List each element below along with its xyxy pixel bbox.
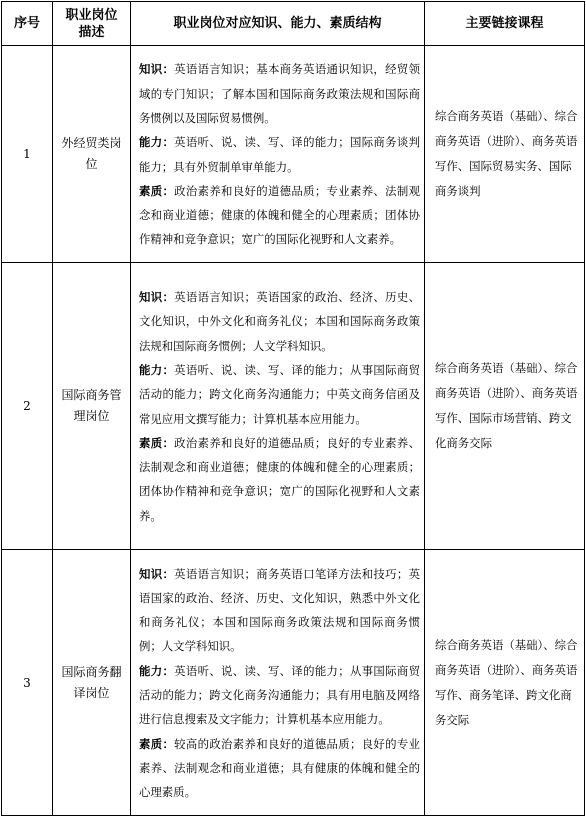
header-seq: 序号 (2, 2, 53, 46)
row-courses: 综合商务英语（基础）、综合商务英语（进阶）、商务英语写作、国际市场营销、跨文化商务交际 (425, 263, 585, 550)
row-courses: 综合商务英语（基础）、综合商务英语（进阶）、商务英语写作、商务笔译、跨文化商务交际 (425, 550, 585, 816)
header-structure: 职业岗位对应知识、能力、素质结构 (131, 2, 425, 46)
ability-label: 能力： (139, 362, 175, 377)
knowledge-label: 知识： (139, 62, 175, 77)
quality-paragraph (139, 732, 420, 805)
row-structure (131, 550, 425, 816)
header-row (2, 2, 585, 46)
quality-paragraph (139, 179, 420, 252)
knowledge-label: 知识： (139, 566, 175, 581)
knowledge-text: 英语语言知识；基本商务英语通识知识，经贸领域的专门知识；了解本国和国际商务政策法规和国际商务惯例以及国际贸易惯例。 (139, 62, 420, 125)
knowledge-paragraph (139, 562, 420, 659)
quality-paragraph (139, 431, 420, 528)
knowledge-text: 英语语言知识；商务英语口笔译方法和技巧；英语国家的政治、经济、历史、文化知识，熟悉中外文化和商务礼仪；本国和国际商务政策法规和国际商务惯例；人文学科知识。 (139, 566, 420, 654)
row-position: 外经贸类岗位 (53, 46, 131, 263)
table-row (2, 550, 585, 816)
course-structure-table (1, 1, 585, 816)
row-seq: 1 (2, 46, 53, 263)
row-position: 国际商务翻译岗位 (53, 550, 131, 816)
knowledge-text: 英语语言知识；英语国家的政治、经济、历史、文化知识，中外文化和商务礼仪；本国和国际商务政策法规和国际商务惯例；人文学科知识。 (139, 290, 420, 353)
ability-label: 能力： (139, 663, 175, 678)
quality-text: 政治素养和良好的道德品质；良好的专业素养、法制观念和商业道德；健康的体魄和健全的心理素质；团体协作精神和竞争意识；宽广的国际化视野和人文素养。 (139, 435, 420, 523)
row-position: 国际商务管理岗位 (53, 263, 131, 550)
ability-paragraph (139, 358, 420, 431)
quality-text: 较高的政治素养和良好的道德品质；良好的专业素养、法制观念和商业道德；具有健康的体魄和健全的心理素质。 (139, 736, 420, 800)
table-row (2, 46, 585, 263)
row-seq: 3 (2, 550, 53, 816)
table-row (2, 263, 585, 550)
row-courses: 综合商务英语（基础）、综合商务英语（进阶）、商务英语写作、国际贸易实务、国际商务谈判 (425, 46, 585, 263)
header-position: 职业岗位描述 (53, 2, 131, 46)
header-courses: 主要链接课程 (425, 2, 585, 46)
knowledge-paragraph (139, 285, 420, 358)
ability-text: 英语听、说、读、写、译的能力；国际商务谈判能力；具有外贸制单审单能力。 (139, 135, 420, 174)
row-seq: 2 (2, 263, 53, 550)
knowledge-label: 知识： (139, 290, 175, 305)
quality-label: 素质： (139, 435, 175, 450)
ability-text: 英语听、说、读、写、译的能力；从事国际商贸活动的能力；跨文化商务沟通能力；具有用电脑及网络进行信息搜索及文字能力；计算机基本应用能力。 (139, 663, 420, 727)
row-structure (131, 46, 425, 263)
quality-label: 素质： (139, 736, 175, 751)
knowledge-paragraph (139, 57, 420, 130)
ability-paragraph (139, 659, 420, 732)
quality-label: 素质： (139, 183, 175, 198)
row-structure (131, 263, 425, 550)
ability-text: 英语听、说、读、写、译的能力；从事国际商贸活动的能力；跨文化商务沟通能力；中英文商务信函及常见应用文撰写能力；计算机基本应用能力。 (139, 362, 420, 426)
ability-paragraph (139, 130, 420, 179)
quality-text: 政治素养和良好的道德品质；专业素养、法制观念和商业道德；健康的体魄和健全的心理素质；团体协作精神和竞争意识；宽广的国际化视野和人文素养。 (139, 183, 420, 247)
ability-label: 能力： (139, 135, 175, 150)
